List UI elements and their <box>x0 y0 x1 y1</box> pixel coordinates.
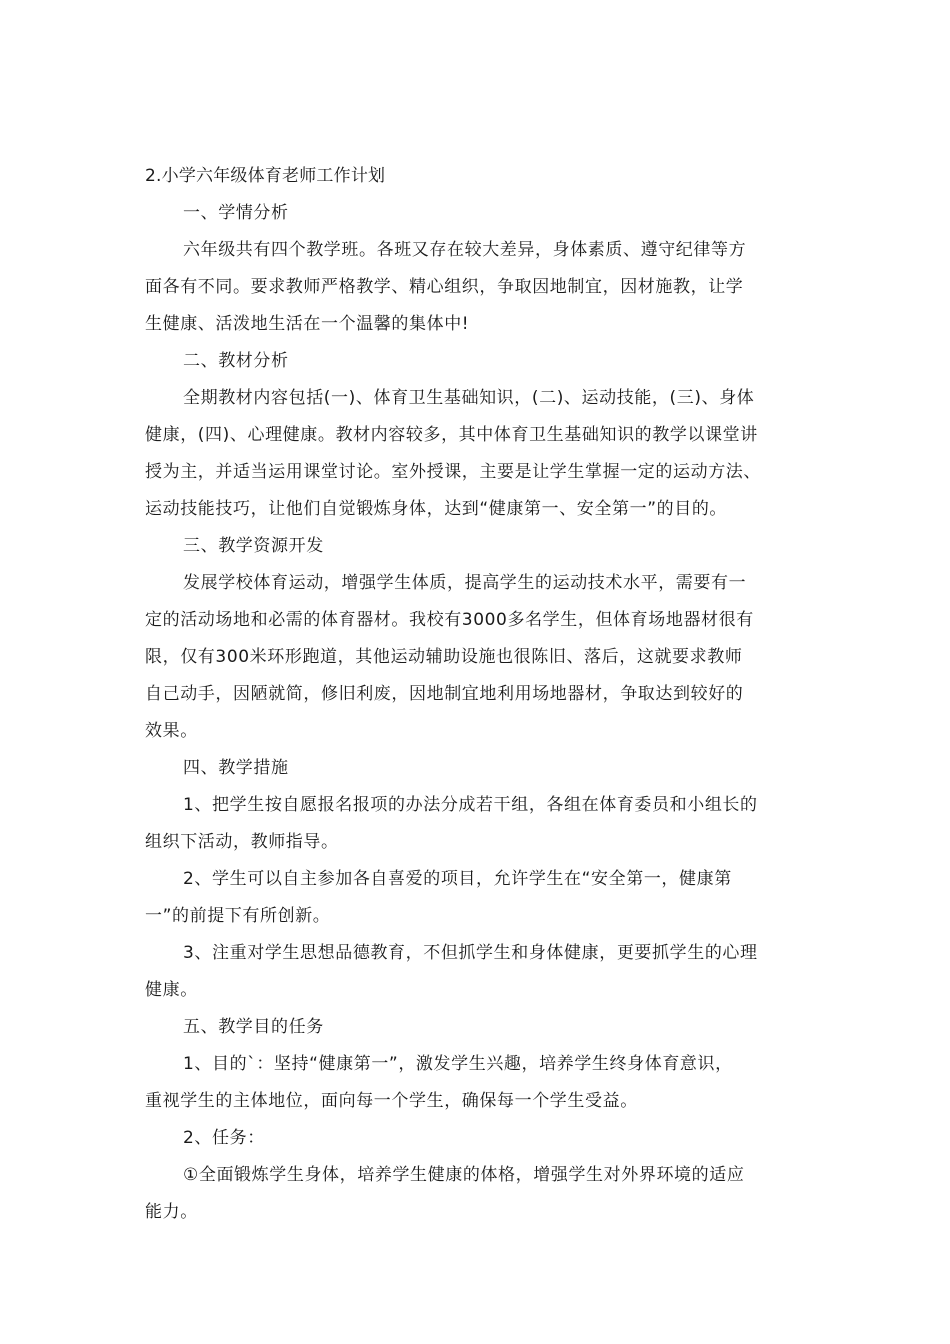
paragraph-line: 效果。 <box>145 721 198 741</box>
paragraph-line: 健康。 <box>145 980 198 1000</box>
paragraph-line: 能力。 <box>145 1202 198 1222</box>
paragraph-line: 运动技能技巧，让他们自觉锻炼身体，达到“健康第一、安全第一”的目的。 <box>145 499 728 519</box>
paragraph-line: 授为主，并适当运用课堂讨论。室外授课，主要是让学生掌握一定的运动方法、 <box>145 462 761 482</box>
paragraph-line: 生健康、活泼地生活在一个温馨的集体中! <box>145 314 470 334</box>
paragraph-line: 组织下活动，教师指导。 <box>145 832 339 852</box>
paragraph-line: 2、学生可以自主参加各自喜爱的项目，允许学生在“安全第一，健康第 <box>183 869 732 889</box>
document-page <box>145 158 810 1231</box>
paragraph-line: 重视学生的主体地位，面向每一个学生，确保每一个学生受益。 <box>145 1091 638 1111</box>
paragraph-line: 2、任务： <box>183 1128 265 1148</box>
section-heading-3: 三、教学资源开发 <box>183 536 324 556</box>
paragraph-line: 一”的前提下有所创新。 <box>145 906 331 926</box>
paragraph-line: 自己动手，因陋就简，修旧利废，因地制宜地利用场地器材，争取达到较好的 <box>145 684 744 704</box>
paragraph-line: 限，仅有300米环形跑道，其他运动辅助设施也很陈旧、落后，这就要求教师 <box>145 647 743 667</box>
document-title: 2.小学六年级体育老师工作计划 <box>145 166 386 186</box>
paragraph-line: 六年级共有四个教学班。各班又存在较大差异，身体素质、遵守纪律等方 <box>183 240 747 260</box>
paragraph-line: 全期教材内容包括(一)、体育卫生基础知识，(二)、运动技能，(三)、身体 <box>183 388 755 408</box>
paragraph-line: 定的活动场地和必需的体育器材。我校有3000多名学生，但体育场地器材很有 <box>145 610 754 630</box>
section-heading-4: 四、教学措施 <box>183 758 289 778</box>
paragraph-line: ①全面锻炼学生身体，培养学生健康的体格，增强学生对外界环境的适应 <box>183 1165 745 1185</box>
paragraph-line: 3、注重对学生思想品德教育，不但抓学生和身体健康，更要抓学生的心理 <box>183 943 758 963</box>
paragraph-line: 健康，(四)、心理健康。教材内容较多，其中体育卫生基础知识的教学以课堂讲 <box>145 425 758 445</box>
paragraph-line: 面各有不同。要求教师严格教学、精心组织，争取因地制宜，因材施教，让学 <box>145 277 744 297</box>
section-heading-1: 一、学情分析 <box>183 203 289 223</box>
paragraph-line: 发展学校体育运动，增强学生体质，提高学生的运动技术水平，需要有一 <box>183 573 747 593</box>
section-heading-5: 五、教学目的任务 <box>183 1017 324 1037</box>
paragraph-line: 1、目的`：坚持“健康第一”，激发学生兴趣，培养学生终身体育意识， <box>183 1054 733 1074</box>
section-heading-2: 二、教材分析 <box>183 351 289 371</box>
paragraph-line: 1、把学生按自愿报名报项的办法分成若干组，各组在体育委员和小组长的 <box>183 795 758 815</box>
